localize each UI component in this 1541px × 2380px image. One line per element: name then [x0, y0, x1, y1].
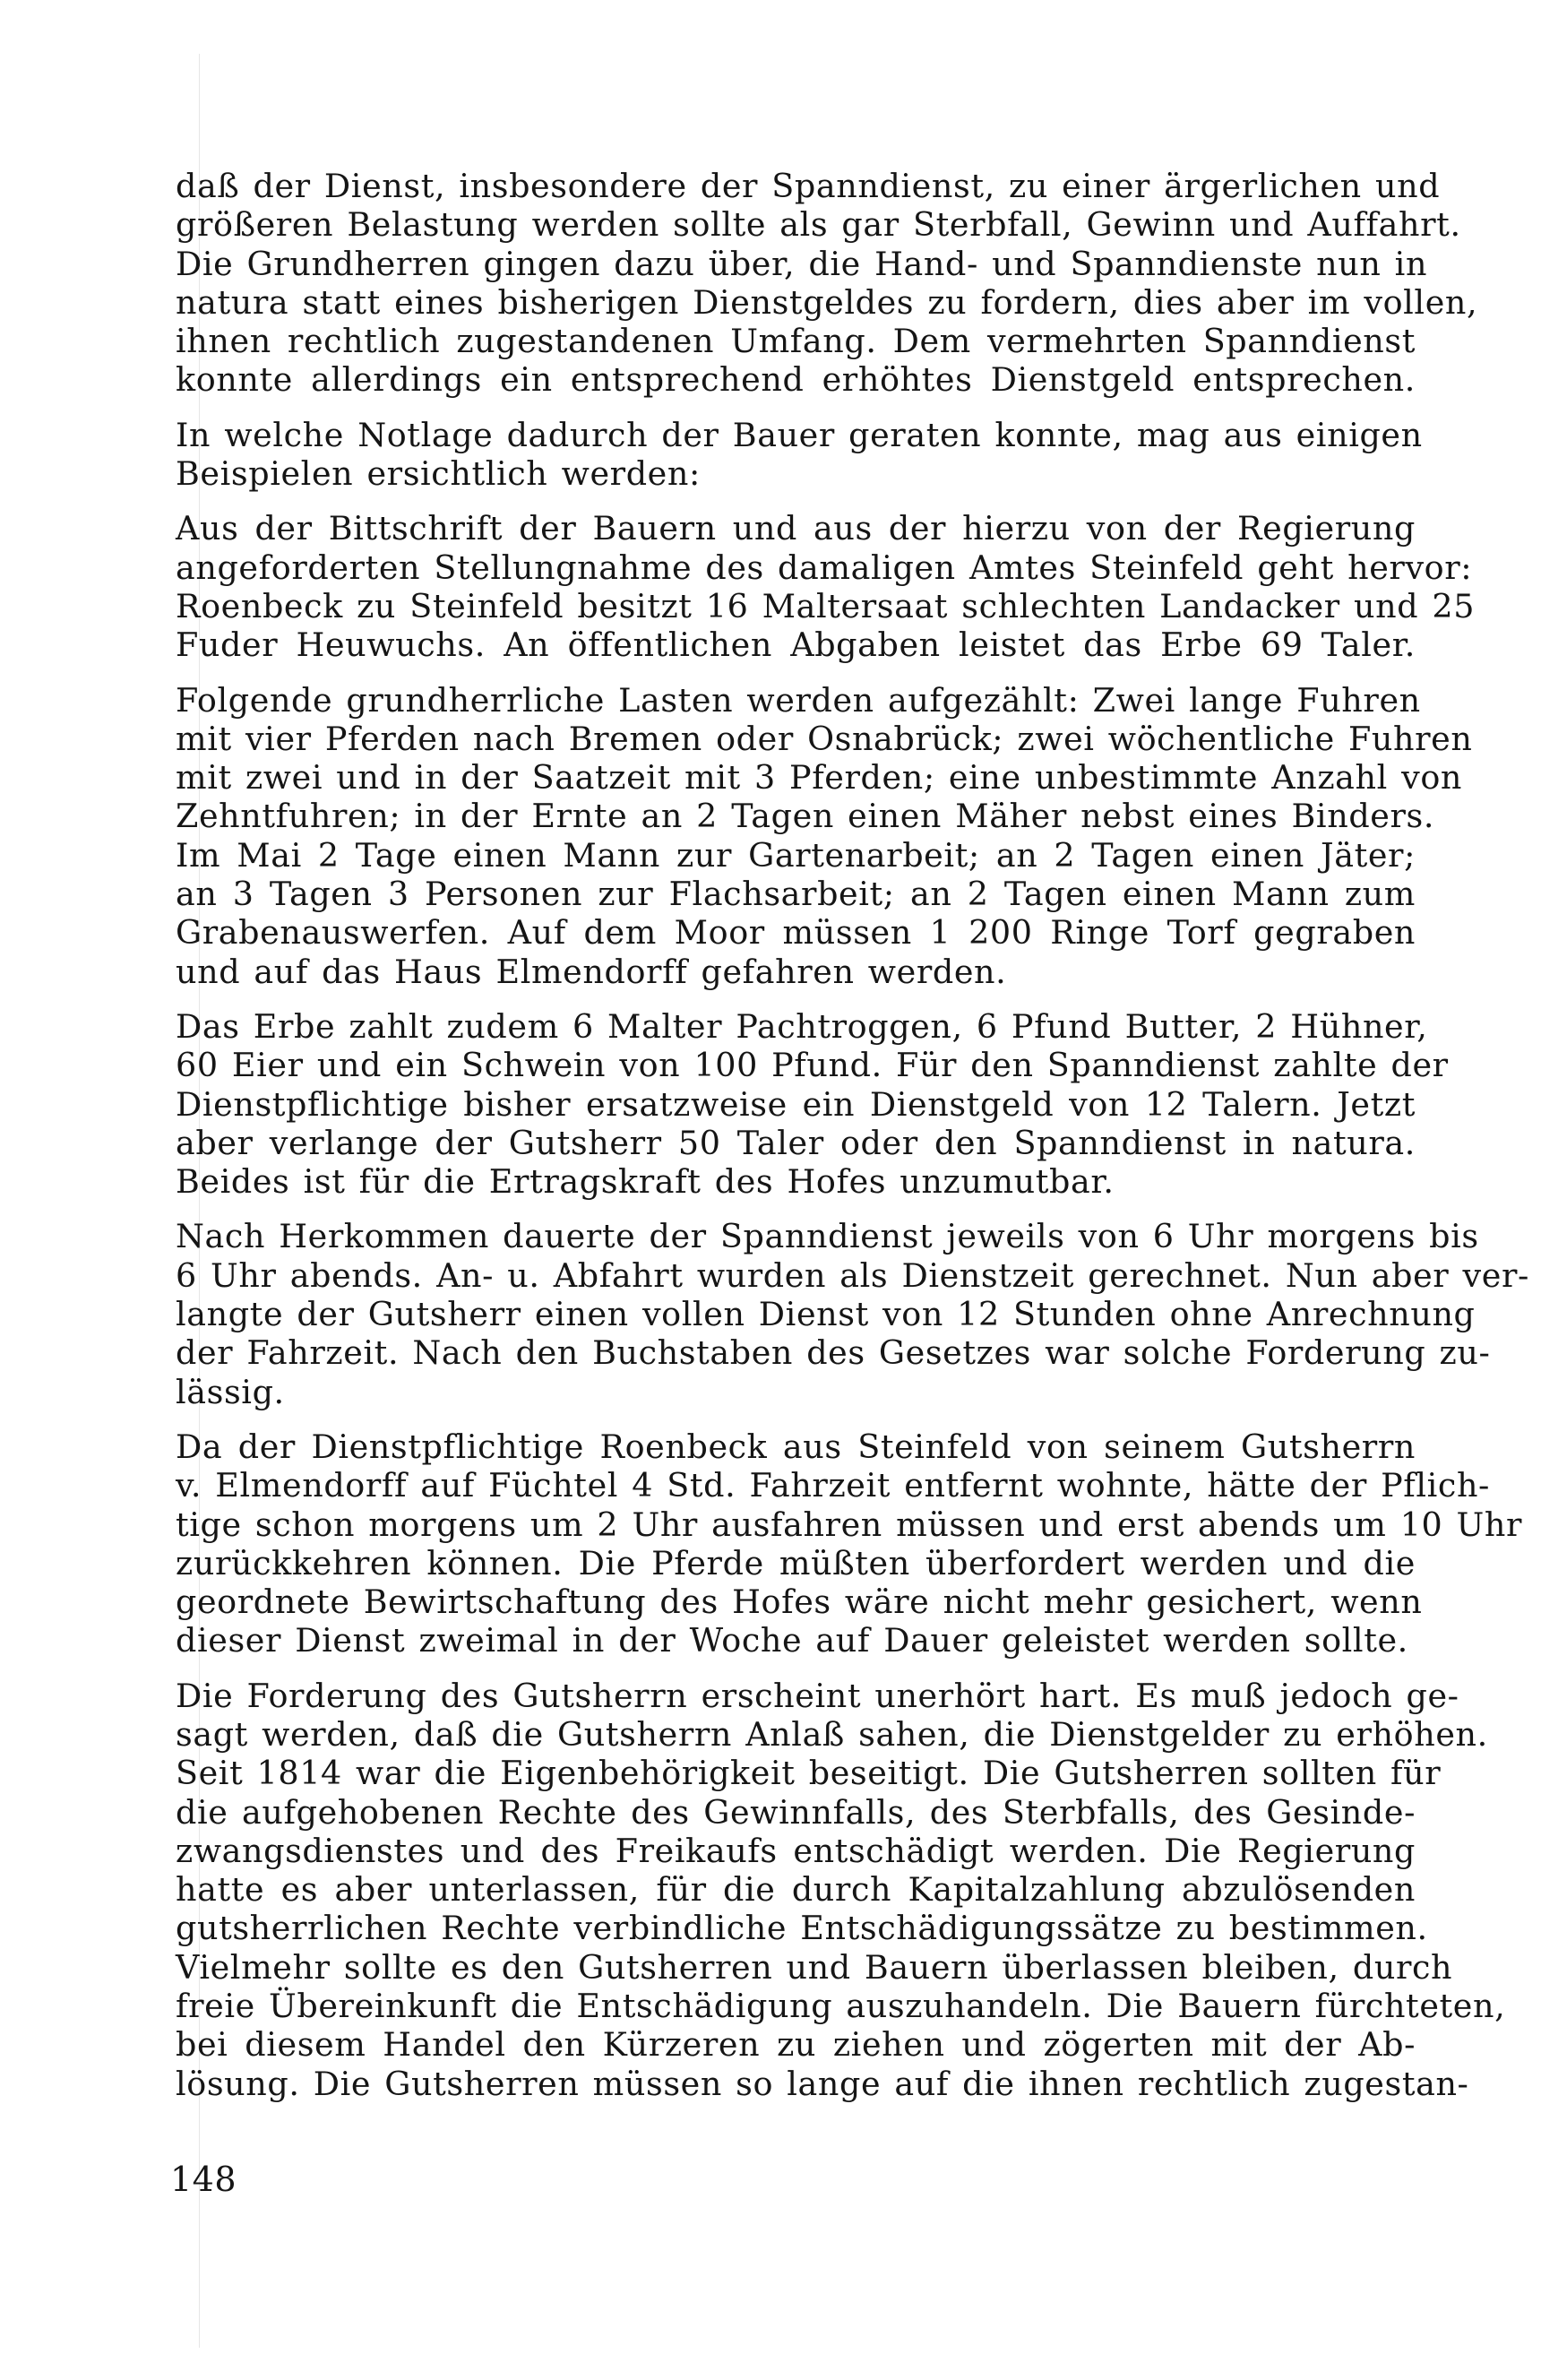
- text-line: angeforderten Stellungnahme des damaligen Amtes Steinfeld geht hervor:: [176, 548, 1473, 587]
- text-line: an 3 Tagen 3 Personen zur Flachsarbeit; an 2 Tagen einen Mann zum: [176, 875, 1416, 914]
- text-line: Aus der Bittschrift der Bauern und aus der hierzu von der Regierung: [176, 509, 1416, 548]
- text-line: konnte allerdings ein entsprechend erhöhtes Dienstgeld entsprechen.: [176, 360, 1416, 400]
- text-line: Das Erbe zahlt zudem 6 Malter Pachtroggen, 6 Pfund Butter, 2 Hühner,: [176, 1006, 1428, 1046]
- text-line: zwangsdienstes und des Freikaufs entschädigt werden. Die Regierung: [176, 1831, 1416, 1870]
- text-line: gutsherrlichen Rechte verbindliche Entschädigungssätze zu bestimmen.: [176, 1909, 1428, 1948]
- text-line: natura statt eines bisherigen Dienstgeldes zu fordern, dies aber im vollen,: [176, 282, 1478, 322]
- text-line: 60 Eier und ein Schwein von 100 Pfund. Für den Spanndienst zahlte der: [176, 1046, 1449, 1085]
- text-line: Da der Dienstpflichtige Roenbeck aus Steinfeld von seinem Gutsherrn: [176, 1427, 1416, 1466]
- text-line: Roenbeck zu Steinfeld besitzt 16 Maltersaat schlechten Landacker und 25: [176, 586, 1476, 625]
- text-line: Im Mai 2 Tage einen Mann zur Gartenarbeit; an 2 Tagen einen Jäter;: [176, 835, 1416, 875]
- text-line: die aufgehobenen Rechte des Gewinnfalls, des Sterbfalls, des Gesinde-: [176, 1792, 1416, 1832]
- text-line: Dienstpflichtige bisher ersatzweise ein Dienstgeld von 12 Talern. Jetzt: [176, 1084, 1416, 1124]
- paragraph: [176, 415, 1423, 494]
- text-line: Seit 1814 war die Eigenbehörigkeit beseitigt. Die Gutsherren sollten für: [176, 1754, 1442, 1793]
- text-line: Die Grundherren gingen dazu über, die Hand- und Spanndienste nun in: [176, 244, 1428, 283]
- text-line: freie Übereinkunft die Entschädigung auszuhandeln. Die Bauern fürchteten,: [176, 1987, 1506, 2026]
- text-line: v. Elmendorff auf Füchtel 4 Std. Fahrzeit entfernt wohnte, hätte der Pflich-: [176, 1466, 1490, 1505]
- text-line: größeren Belastung werden sollte als gar Sterbfall, Gewinn und Auffahrt.: [176, 205, 1461, 245]
- text-line: Grabenauswerfen. Auf dem Moor müssen 1 200 Ringe Torf gegraben: [176, 913, 1416, 953]
- text-line: In welche Notlage dadurch der Bauer geraten konnte, mag aus einigen: [176, 415, 1423, 454]
- body-text: [176, 167, 1529, 2119]
- paragraph: [176, 1006, 1449, 1202]
- paragraph: [176, 167, 1478, 400]
- paragraph: [176, 1676, 1506, 2103]
- text-line: der Fahrzeit. Nach den Buchstaben des Gesetzes war solche Forderung zu-: [176, 1333, 1491, 1373]
- text-line: und auf das Haus Elmendorff gefahren werden.: [176, 952, 1007, 991]
- text-line: Beides ist für die Ertragskraft des Hofes unzumutbar.: [176, 1162, 1115, 1202]
- text-line: zurückkehren können. Die Pferde müßten überfordert werden und die: [176, 1543, 1416, 1582]
- text-line: geordnete Bewirtschaftung des Hofes wäre nicht mehr gesichert, wenn: [176, 1582, 1423, 1622]
- text-line: Vielmehr sollte es den Gutsherren und Bauern überlassen bleiben, durch: [176, 1947, 1453, 1987]
- text-line: Folgende grundherrliche Lasten werden aufgezählt: Zwei lange Fuhren: [176, 680, 1421, 720]
- text-line: mit zwei und in der Saatzeit mit 3 Pferden; eine unbestimmte Anzahl von: [176, 758, 1462, 798]
- paragraph: [176, 1427, 1523, 1660]
- paragraph: [176, 680, 1473, 991]
- page-number: 148: [170, 2160, 237, 2199]
- text-line: bei diesem Handel den Kürzeren zu ziehen und zögerten mit der Ab-: [176, 2025, 1416, 2065]
- text-line: Nach Herkommen dauerte der Spanndienst jeweils von 6 Uhr morgens bis: [176, 1217, 1479, 1256]
- text-line: Die Forderung des Gutsherrn erscheint unerhört hart. Es muß jedoch ge-: [176, 1676, 1459, 1715]
- text-line: hatte es aber unterlassen, für die durch Kapitalzahlung abzulösenden: [176, 1870, 1416, 1910]
- text-line: 6 Uhr abends. An- u. Abfahrt wurden als Dienstzeit gerechnet. Nun aber ver-: [176, 1255, 1529, 1295]
- text-line: langte der Gutsherr einen vollen Dienst von 12 Stunden ohne Anrechnung: [176, 1295, 1476, 1334]
- paragraph: [176, 509, 1476, 665]
- text-line: aber verlange der Gutsherr 50 Taler oder den Spanndienst in natura.: [176, 1123, 1416, 1162]
- text-line: mit vier Pferden nach Bremen oder Osnabrück; zwei wöchentliche Fuhren: [176, 719, 1473, 758]
- text-line: dieser Dienst zweimal in der Woche auf Dauer geleistet werden sollte.: [176, 1621, 1408, 1660]
- text-line: Beispielen ersichtlich werden:: [176, 454, 701, 494]
- text-line: ihnen rechtlich zugestandenen Umfang. Dem vermehrten Spanndienst: [176, 322, 1416, 361]
- paragraph: [176, 1217, 1529, 1411]
- text-line: daß der Dienst, insbesondere der Spanndienst, zu einer ärgerlichen und: [176, 167, 1441, 205]
- text-line: Fuder Heuwuchs. An öffentlichen Abgaben leistet das Erbe 69 Taler.: [176, 625, 1416, 665]
- text-line: sagt werden, daß die Gutsherrn Anlaß sahen, die Dienstgelder zu erhöhen.: [176, 1714, 1488, 1754]
- text-line: Zehntfuhren; in der Ernte an 2 Tagen einen Mäher nebst eines Binders.: [176, 797, 1435, 836]
- text-line: lösung. Die Gutsherren müssen so lange auf die ihnen rechtlich zugestan-: [176, 2064, 1469, 2103]
- text-line: tige schon morgens um 2 Uhr ausfahren müssen und erst abends um 10 Uhr: [176, 1505, 1523, 1544]
- text-line: lässig.: [176, 1372, 285, 1411]
